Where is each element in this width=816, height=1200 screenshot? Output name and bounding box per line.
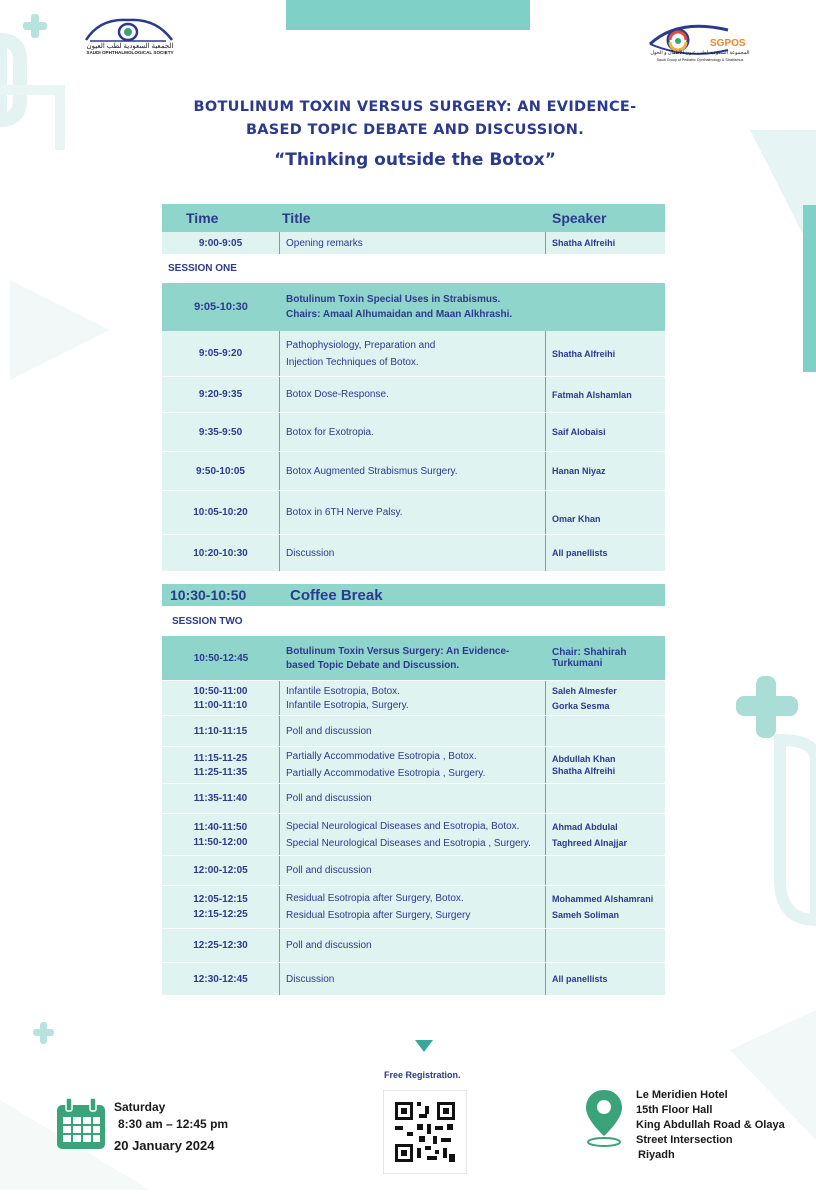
session-two-title-block [280,636,546,680]
coffee-time: 10:30-10:50 [170,587,247,603]
plus-icon [736,676,798,738]
row-title: Poll and discussion [280,784,546,813]
row-speaker-2: Sameh Soliman [552,910,620,920]
row-time [162,814,280,855]
row-speaker [546,681,665,715]
row-time [162,886,280,928]
row-title-line-1: Pathophysiology, Preparation and [286,339,436,351]
table-row [162,681,665,715]
table-row [162,963,665,995]
row-time-2: 11:50-12:00 [193,836,248,848]
row-title [280,886,546,928]
row-speaker: All panellists [552,974,608,984]
row-speaker-1: Ahmad Abdulal [552,821,618,832]
row-title [280,331,546,376]
row-speaker: Shatha Alfreihi [552,348,616,359]
row-speaker [546,886,665,928]
row-speaker-1: Abdullah Khan [552,754,616,764]
row-title: Discussion [280,963,546,995]
event-hours: 8:30 am – 12:45 pm [118,1117,229,1131]
venue-road: King Abdullah Road & Olaya [636,1119,785,1131]
venue-name: Le Meridien Hotel [636,1089,728,1101]
row-speaker: Shatha Alfreihi [552,238,616,248]
row-speaker: Omar Khan [552,513,601,524]
row-title-line-2: Residual Esotropia after Surgery, Surgery [286,910,471,921]
table-row [162,377,665,412]
row-title: Botox Dose-Response. [280,377,546,412]
row-time: 12:00-12:05 [162,856,280,885]
location-pin-icon [583,1088,625,1148]
table-row [162,814,665,855]
session-two-title-2: based Topic Debate and Discussion. [286,659,460,671]
table-row [162,856,665,885]
header-speaker: Speaker [552,210,607,226]
row-time: 9:05-9:20 [162,331,280,376]
row-title-line-1: Special Neurological Diseases and Esotropia, Botox. [286,820,520,832]
session-two-chair [546,636,665,680]
row-time-2: 11:25-11:35 [193,766,248,778]
session-one-header [162,283,665,331]
down-arrow-icon [415,1040,433,1054]
row-title: Discussion [280,535,546,571]
table-row [162,452,665,490]
sgpos-english: Saudi Group of Pediatric Ophthalmology & Strabismus [656,58,744,62]
session-one-title: Botulinum Toxin Special Uses in Strabismus. [286,294,501,305]
table-row [162,747,665,783]
row-title: Opening remarks [280,232,546,254]
row-title: Botox Augmented Strabismus Surgery. [280,452,546,490]
row-title [280,681,546,715]
row-title-line-2: Infantile Esotropia, Surgery. [286,699,409,711]
row-speaker [546,716,665,746]
sgpos-arabic: المجموعة السعودية لطب عيون الأطفال و الحول [650,50,750,56]
session-two-header [162,636,665,680]
session-two-chair-line-1: Chair: Shahirah [552,647,627,658]
row-title [280,814,546,855]
row-speaker: Fatmah Alshamlan [552,389,632,400]
row-speaker-2: Gorka Sesma [552,700,610,711]
row-speaker-2: Taghreed Alnajjar [552,837,628,848]
table-row-opening [162,232,665,254]
row-time: 11:10-11:15 [162,716,280,746]
session-two-label: SESSION TWO [172,616,243,627]
registration-label: Free Registration. [384,1070,461,1080]
row-time: 9:20-9:35 [162,377,280,412]
sos-logo-arabic: الجمعية السعودية لطب العيون [86,43,174,50]
title-line-2: BASED TOPIC DEBATE AND DISCUSSION. [245,122,585,138]
row-speaker [546,747,665,783]
row-time-1: 11:15-11-25 [193,752,248,764]
venue-hall: 15th Floor Hall [636,1104,713,1116]
row-speaker-2: Shatha Alfreihi [552,766,616,776]
session-two-chair-line-2: Turkumani [552,658,603,669]
coffee-break-row [162,584,665,606]
row-time [162,681,280,715]
title-line-1: BOTULINUM TOXIN VERSUS SURGERY: AN EVIDENCE- [193,99,637,115]
sgpos-acronym: SGPOS [710,38,746,49]
row-speaker-1: Mohammed Alshamrani [552,894,654,904]
row-time-2: 11:00-11:10 [193,699,248,711]
venue-city: Riyadh [638,1149,675,1161]
venue-intersection: Street Intersection [636,1134,733,1146]
row-time [162,747,280,783]
row-time: 9:35-9:50 [162,413,280,451]
row-time: 10:20-10:30 [162,535,280,571]
row-speaker [546,929,665,962]
sos-logo-english: SAUDI OPHTHALMOLOGICAL SOCIETY [86,50,174,55]
row-speaker: Hanan Niyaz [552,466,606,476]
session-one-label: SESSION ONE [168,263,237,274]
table-row [162,784,665,813]
table-row [162,331,665,376]
row-speaker [546,784,665,813]
table-row [162,929,665,962]
row-title [280,747,546,783]
table-header [162,204,665,232]
row-title-line-1: Infantile Esotropia, Botox. [286,685,400,697]
qr-code[interactable] [383,1090,467,1174]
row-title: Botox for Exotropia. [280,413,546,451]
row-title-line-1: Partially Accommodative Esotropia , Botox. [286,751,477,762]
row-time: 10:05-10:20 [162,491,280,534]
event-day: Saturday [114,1100,166,1114]
table-row [162,886,665,928]
row-time-1: 10:50-11:00 [193,685,248,697]
table-row [162,413,665,451]
session-one-time: 9:05-10:30 [194,301,248,313]
row-speaker: All panellists [552,548,608,558]
session-one-title-block [280,283,665,331]
row-speaker [546,814,665,855]
header-time: Time [186,210,219,226]
row-title-line-2: Injection Techniques of Botox. [286,356,419,368]
row-title-line-2: Special Neurological Diseases and Esotropia , Surgery. [286,837,531,849]
coffee-label: Coffee Break [290,586,383,604]
venue-address [636,1088,785,1163]
table-row [162,716,665,746]
row-time-1: 11:40-11:50 [193,821,248,833]
row-speaker: Saif Alobaisi [552,427,606,437]
plus-icon [23,14,47,38]
event-date: 20 January 2024 [114,1138,215,1153]
row-time: 12:30-12:45 [162,963,280,995]
row-title-line-1: Residual Esotropia after Surgery, Botox. [286,893,464,904]
row-title-line-2: Partially Accommodative Esotropia , Surgery. [286,768,486,779]
session-two-time: 10:50-12:45 [193,652,249,664]
table-row [162,535,665,571]
page-subtitle: “Thinking outside the Botox” [274,150,556,170]
row-speaker-1: Saleh Almesfer [552,685,617,696]
session-two-title: Botulinum Toxin Versus Surgery: An Evidence- [286,645,510,657]
row-time-1: 12:05-12:15 [193,894,248,905]
row-time-2: 12:15-12:25 [193,909,248,920]
row-title: Botox in 6TH Nerve Palsy. [280,491,546,534]
row-time: 12:25-12:30 [162,929,280,962]
row-title: Poll and discussion [280,856,546,885]
row-title: Poll and discussion [280,929,546,962]
table-row [162,491,665,534]
row-time: 9:50-10:05 [162,452,280,490]
header-title: Title [282,210,311,226]
calendar-icon [56,1098,106,1150]
row-speaker [546,856,665,885]
row-time: 9:00-9:05 [162,232,280,254]
row-time: 11:35-11:40 [162,784,280,813]
row-title: Poll and discussion [280,716,546,746]
session-one-chairs: Chairs: Amaal Alhumaidan and Maan Alkhrashi. [286,309,513,320]
page-title [150,96,680,142]
